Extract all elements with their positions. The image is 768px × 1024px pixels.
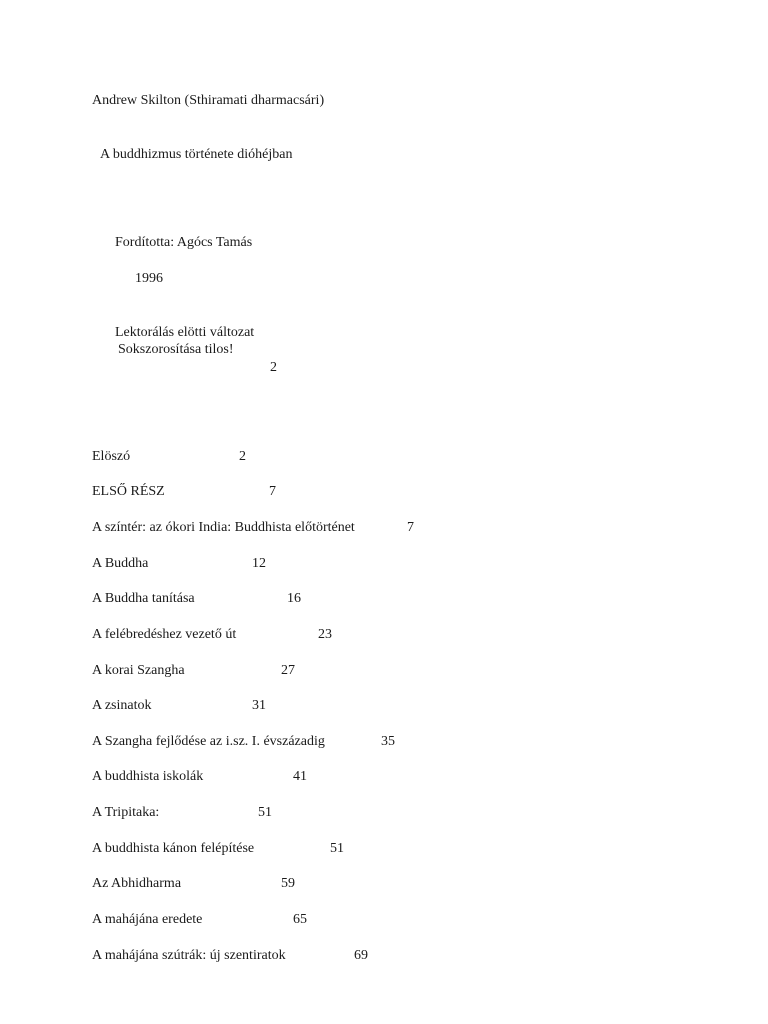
toc-entry[interactable] (92, 805, 692, 821)
toc-entry-page: 16 (287, 591, 301, 606)
draft-note: Lektorálás elötti változat (115, 325, 255, 340)
toc-entry[interactable] (92, 591, 692, 607)
toc-entry[interactable] (92, 698, 692, 714)
toc-entry[interactable] (92, 734, 692, 750)
toc-entry-title: A mahájána eredete (92, 912, 203, 927)
toc-entry[interactable] (92, 912, 692, 928)
toc-entry[interactable] (92, 627, 692, 643)
toc-entry-title: Az Abhidharma (92, 876, 182, 891)
toc-entry-page: 35 (381, 734, 395, 749)
translator-line: Fordította: Agócs Tamás (115, 235, 253, 250)
toc-entry-page: 41 (293, 769, 307, 784)
toc-entry-page: 7 (407, 520, 414, 535)
toc-entry[interactable] (92, 484, 692, 500)
toc-entry[interactable] (92, 876, 692, 892)
toc-entry-title: A zsinatok (92, 698, 152, 713)
toc-entry-page: 27 (281, 663, 295, 678)
toc-entry[interactable] (92, 556, 692, 572)
toc-entry-title: A korai Szangha (92, 663, 185, 678)
toc-entry-page: 69 (354, 948, 368, 963)
toc-entry-title: A Szangha fejlődése az i.sz. I. évszázadig (92, 734, 325, 749)
toc-entry-page: 65 (293, 912, 307, 927)
toc-entry-title: A Buddha (92, 556, 149, 571)
copy-restriction-note: Sokszorosítása tilos! (118, 342, 234, 357)
toc-entry-title: A Tripitaka: (92, 805, 160, 820)
toc-entry-title: A színtér: az ókori India: Buddhista előtörténet (92, 520, 355, 535)
toc-entry-page: 51 (258, 805, 272, 820)
book-title: A buddhizmus története dióhéjban (100, 147, 293, 162)
toc-entry-title: A felébredéshez vezető út (92, 627, 237, 642)
toc-entry-page: 51 (330, 841, 344, 856)
publication-year: 1996 (135, 271, 163, 286)
toc-entry[interactable] (92, 841, 692, 857)
author-line: Andrew Skilton (Sthiramati dharmacsári) (92, 93, 325, 108)
toc-entry-page: 31 (252, 698, 266, 713)
toc-entry[interactable] (92, 449, 692, 465)
toc-entry[interactable] (92, 948, 692, 964)
toc-entry-title: A buddhista iskolák (92, 769, 204, 784)
toc-entry[interactable] (92, 520, 692, 536)
toc-entry-page: 7 (269, 484, 276, 499)
toc-entry[interactable] (92, 663, 692, 679)
toc-entry-page: 2 (239, 449, 246, 464)
page-number: 2 (270, 360, 277, 375)
toc-entry-page: 23 (318, 627, 332, 642)
toc-entry-page: 12 (252, 556, 266, 571)
toc-entry-title: A Buddha tanítása (92, 591, 195, 606)
toc-entry-page: 59 (281, 876, 295, 891)
toc-entry-title: A mahájána szútrák: új szentiratok (92, 948, 286, 963)
toc-entry-title: Elöszó (92, 449, 131, 464)
toc-entry[interactable] (92, 769, 692, 785)
toc-entry-title: ELSŐ RÉSZ (92, 484, 165, 499)
toc-entry-title: A buddhista kánon felépítése (92, 841, 255, 856)
